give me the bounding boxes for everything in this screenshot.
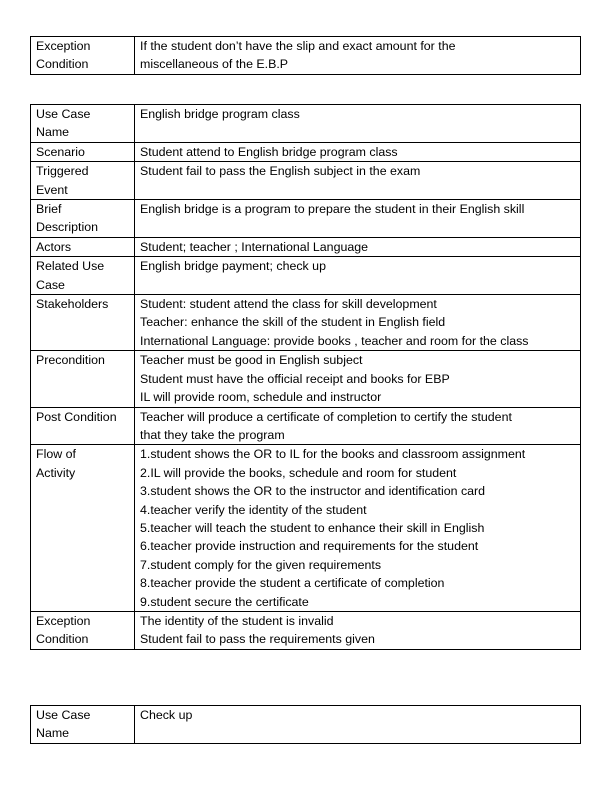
check-up-use-case-table — [30, 705, 581, 744]
field-label — [31, 142, 135, 161]
value-line: 6.teacher provide instruction and requirements for the student — [140, 539, 479, 554]
field-value — [135, 706, 581, 744]
label-line: Use Case — [36, 107, 91, 121]
value-line: 1.student shows the OR to IL for the books and classroom assignment — [140, 447, 526, 462]
value-line: English bridge is a program to prepare the student in their English skill — [140, 202, 525, 217]
field-label — [31, 706, 135, 744]
field-label — [31, 200, 135, 238]
field-value — [135, 295, 581, 351]
label-line: Triggered — [36, 164, 89, 179]
label-line: Event — [36, 182, 68, 197]
field-value — [135, 142, 581, 161]
label-line: Condition — [36, 57, 89, 72]
field-label — [31, 257, 135, 295]
value-line: Teacher: enhance the skill of the student in English field — [140, 315, 446, 330]
value-line: If the student don’t have the slip and exact amount for the — [140, 39, 456, 53]
english-bridge-use-case-table — [30, 104, 581, 650]
value-line: Teacher must be good in English subject — [140, 353, 363, 368]
field-label — [31, 351, 135, 407]
label-line: Exception — [36, 39, 91, 53]
label-line: Related Use — [36, 259, 105, 274]
field-label — [31, 237, 135, 256]
value-line: Student attend to English bridge program class — [140, 144, 398, 159]
field-value — [135, 162, 581, 200]
value-line: 7.student comply for the given requirements — [140, 557, 382, 572]
label-line: Stakeholders — [36, 297, 109, 312]
value-line: 9.student secure the certificate — [140, 594, 309, 609]
value-line: 5.teacher will teach the student to enhance their skill in English — [140, 520, 485, 535]
field-label — [31, 37, 135, 75]
value-line: Check up — [140, 708, 193, 722]
value-line: Teacher will produce a certificate of completion to certify the student — [140, 409, 512, 424]
label-line: Name — [36, 726, 70, 741]
field-value — [135, 611, 581, 649]
value-line: IL will provide room, schedule and instructor — [140, 390, 382, 405]
label-line: Exception — [36, 613, 91, 628]
field-value — [135, 200, 581, 238]
label-line: Condition — [36, 632, 89, 647]
field-label — [31, 407, 135, 445]
value-line: 8.teacher provide the student a certificate of completion — [140, 576, 445, 591]
value-line: Student fail to pass the requirements given — [140, 632, 375, 647]
field-label — [31, 295, 135, 351]
table-row-triggered-event — [31, 162, 581, 200]
table-row-scenario — [31, 142, 581, 161]
table-row-stakeholders — [31, 295, 581, 351]
label-line: Case — [36, 277, 65, 292]
table-row-precondition — [31, 351, 581, 407]
field-value — [135, 351, 581, 407]
label-line: Post Condition — [36, 409, 117, 424]
label-line: Name — [36, 125, 70, 140]
label-line: Precondition — [36, 353, 105, 368]
table-row-use-case-name — [31, 706, 581, 744]
value-line: The identity of the student is invalid — [140, 613, 334, 628]
value-line: English bridge payment; check up — [140, 259, 326, 274]
table-row-use-case-name — [31, 105, 581, 143]
value-line: International Language: provide books , teacher and room for the class — [140, 333, 529, 348]
field-label — [31, 445, 135, 612]
value-line: Student; teacher ; International Language — [140, 239, 369, 254]
table-row-brief-description — [31, 200, 581, 238]
label-line: Brief — [36, 202, 62, 217]
field-value — [135, 237, 581, 256]
field-value — [135, 37, 581, 75]
value-line: Student fail to pass the English subject in the exam — [140, 164, 421, 179]
field-label — [31, 105, 135, 143]
label-line: Activity — [36, 465, 76, 480]
table-row-post-condition — [31, 407, 581, 445]
value-line: 4.teacher verify the identity of the student — [140, 502, 367, 517]
label-line: Flow of — [36, 447, 76, 462]
value-line: miscellaneous of the E.B.P — [140, 57, 289, 72]
label-line: Scenario — [36, 144, 85, 159]
field-label — [31, 162, 135, 200]
table-row-exception-condition — [31, 37, 581, 75]
field-value — [135, 407, 581, 445]
value-line: Student: student attend the class for skill development — [140, 297, 437, 312]
label-line: Use Case — [36, 708, 91, 722]
field-label — [31, 611, 135, 649]
table-row-exception-condition — [31, 611, 581, 649]
value-line: Student must have the official receipt and books for EBP — [140, 371, 450, 386]
table-row-actors — [31, 237, 581, 256]
table-row-flow-of-activity — [31, 445, 581, 612]
label-line: Description — [36, 220, 98, 235]
exception-condition-table — [30, 36, 581, 75]
label-line: Actors — [36, 239, 72, 254]
value-line: 3.student shows the OR to the instructor and identification card — [140, 484, 486, 499]
value-line: that they take the program — [140, 427, 285, 442]
field-value — [135, 257, 581, 295]
field-value — [135, 105, 581, 143]
table-row-related-use-case — [31, 257, 581, 295]
field-value — [135, 445, 581, 612]
value-line: 2.IL will provide the books, schedule and room for student — [140, 465, 457, 480]
value-line: English bridge program class — [140, 107, 300, 121]
